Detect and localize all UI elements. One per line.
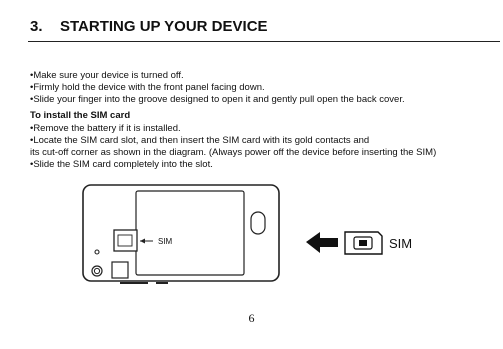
- heading-underline: [28, 41, 500, 42]
- sim-card-icon: [345, 232, 382, 254]
- intro-line: •Slide your finger into the groove designed to open it and gently pull open the back cover.: [30, 94, 405, 105]
- sim-install-steps: [30, 123, 500, 171]
- card-label: SIM: [389, 236, 413, 251]
- step-line: •Remove the battery if it is installed.: [30, 123, 181, 134]
- step-line: •Slide the SIM card completely into the slot.: [30, 159, 213, 170]
- arrow-left-icon: [306, 232, 338, 253]
- sim-install-title: To install the SIM card: [30, 110, 131, 121]
- phone-back-outline: [83, 185, 279, 283]
- page-number: 6: [248, 311, 255, 325]
- section-title: STARTING UP YOUR DEVICE: [60, 18, 268, 35]
- section-number: 3.: [30, 18, 43, 35]
- intro-paragraph: [30, 70, 500, 106]
- intro-line: •Make sure your device is turned off.: [30, 70, 184, 81]
- step-line: •Locate the SIM card slot, and then insert the SIM card with its gold contacts and: [30, 135, 370, 146]
- intro-line: •Firmly hold the device with the front panel facing down.: [30, 82, 265, 93]
- slot-label: SIM: [158, 237, 173, 246]
- step-line: its cut-off corner as shown in the diagram. (Always power off the device before inserting the SIM): [30, 147, 437, 158]
- section-heading: [30, 18, 500, 35]
- sim-slot: [114, 230, 153, 251]
